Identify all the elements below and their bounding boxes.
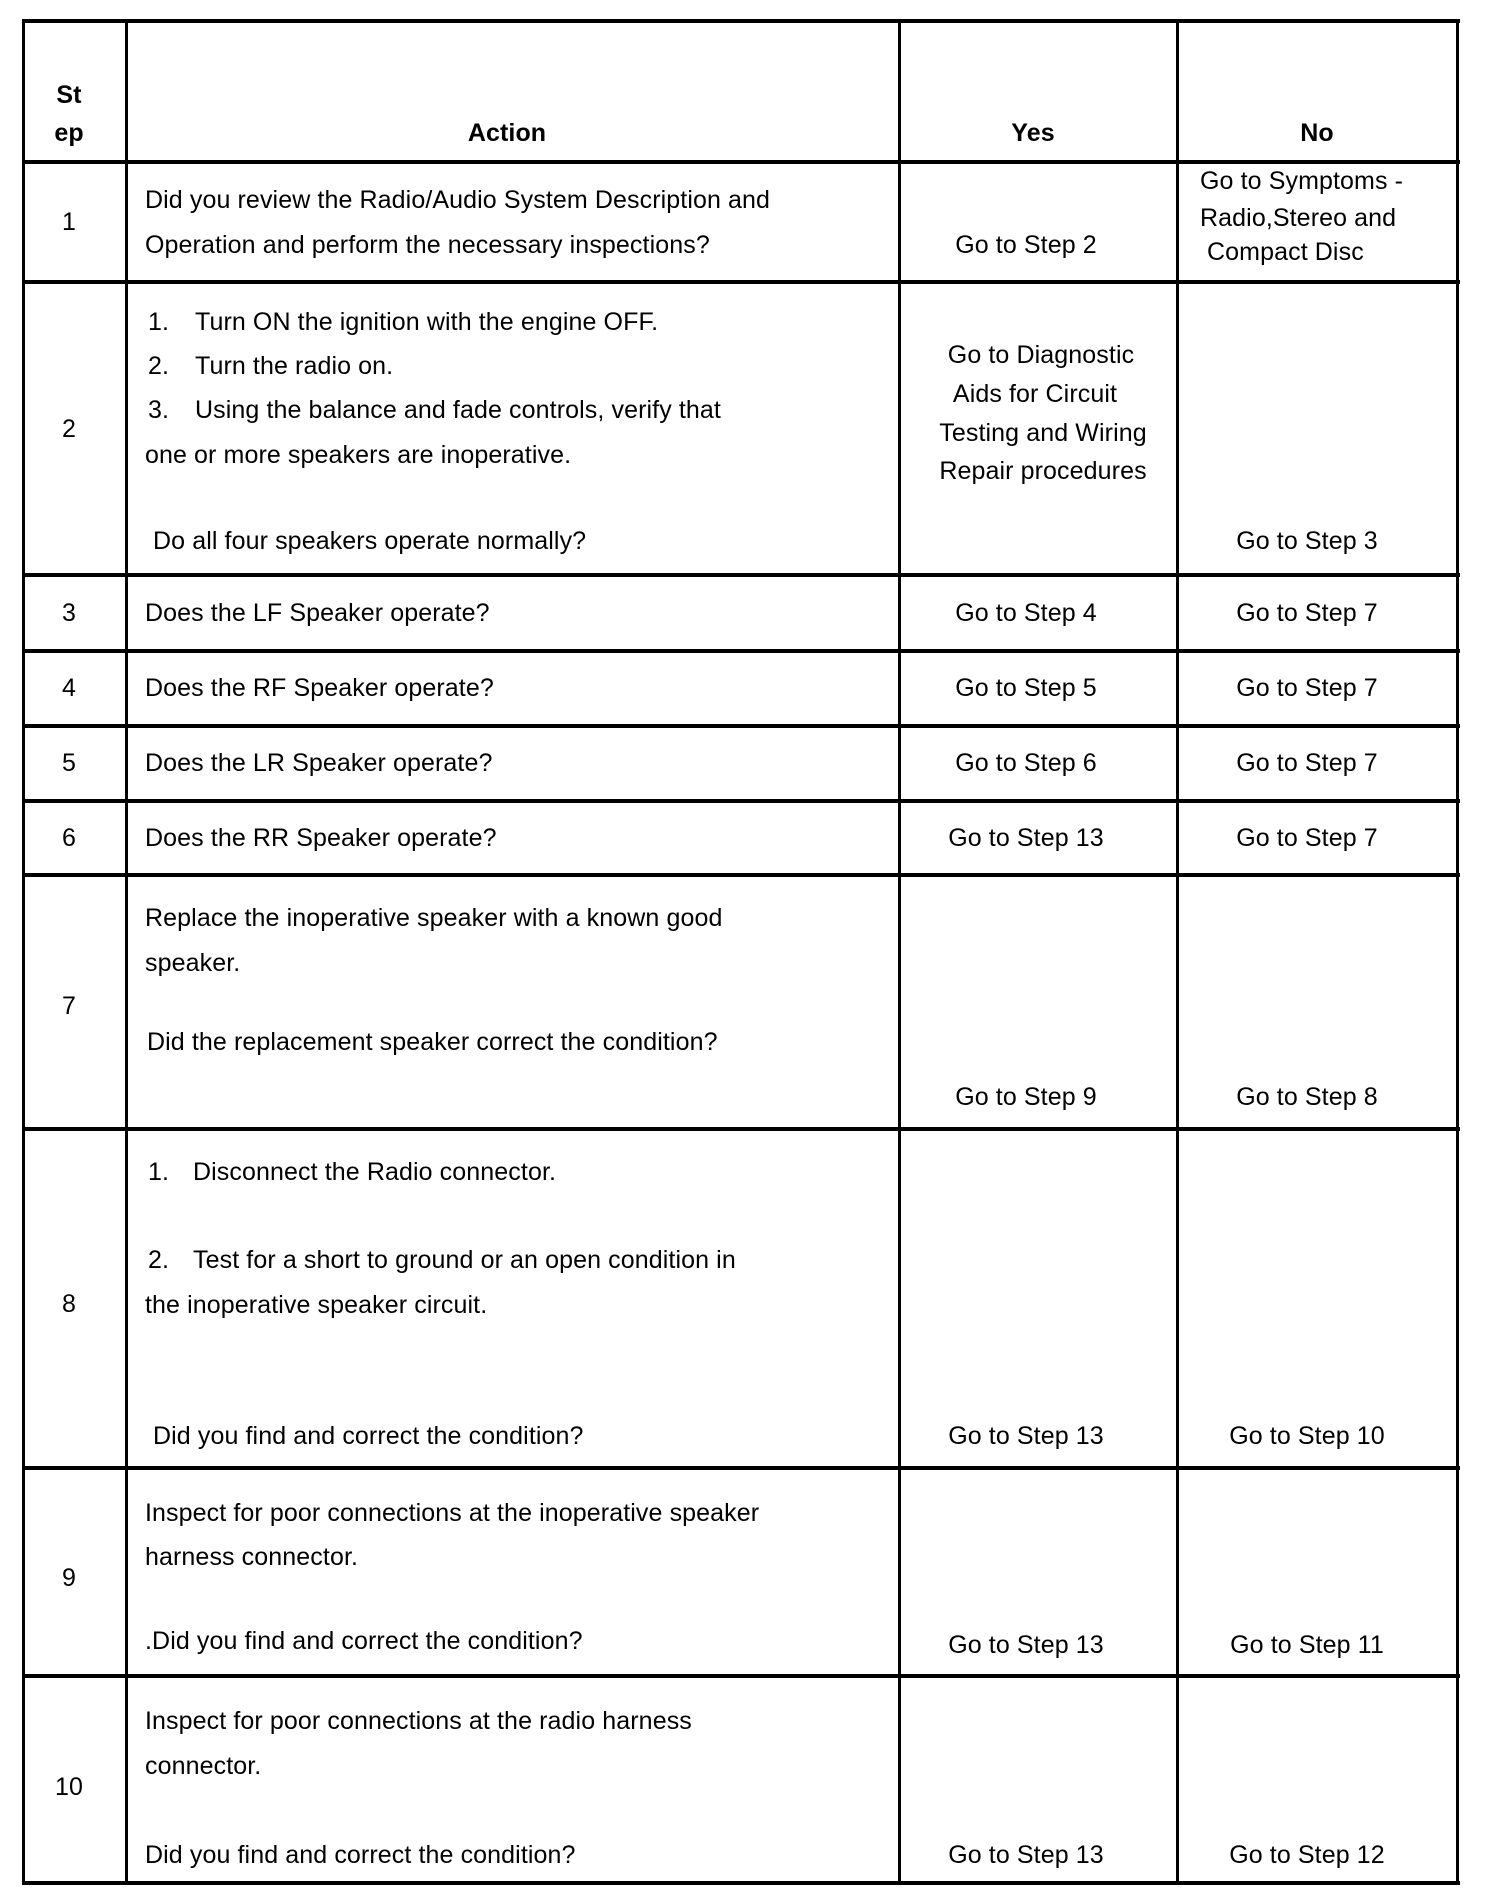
list-number: 2. <box>148 352 170 380</box>
yes-result: Go to Step 5 <box>955 674 1097 702</box>
action-question: Does the RF Speaker operate? <box>145 674 494 702</box>
step-number: 2 <box>61 415 77 443</box>
row-divider <box>22 873 1460 877</box>
header-divider <box>22 160 1460 164</box>
action-question: Did you find and correct the condition? <box>153 1422 584 1450</box>
list-number: 1. <box>148 308 170 336</box>
table-border-right <box>1456 19 1459 1885</box>
step-number: 6 <box>61 824 77 852</box>
action-question: Does the RR Speaker operate? <box>145 824 497 852</box>
row-divider <box>22 1466 1460 1470</box>
step-number: 10 <box>54 1773 84 1801</box>
no-result: Go to Step 10 <box>1229 1422 1385 1450</box>
yes-result: Testing and Wiring <box>939 419 1147 447</box>
action-text: Test for a short to ground or an open condition in <box>193 1246 736 1274</box>
yes-result: Go to Step 13 <box>948 1422 1104 1450</box>
step-number: 9 <box>61 1564 77 1592</box>
table-border-top <box>22 19 1460 23</box>
action-text: one or more speakers are inoperative. <box>145 441 572 469</box>
action-text: harness connector. <box>145 1543 359 1571</box>
no-result: Go to Step 11 <box>1230 1631 1384 1659</box>
yes-result: Go to Step 6 <box>955 749 1097 777</box>
action-text: speaker. <box>145 949 241 977</box>
step-number: 7 <box>61 992 77 1020</box>
step-number: 3 <box>61 599 77 627</box>
step-number: 5 <box>61 749 77 777</box>
table-border-bottom <box>22 1881 1460 1885</box>
action-question: Did the replacement speaker correct the condition? <box>147 1028 718 1056</box>
action-text: Replace the inoperative speaker with a known good <box>145 904 723 932</box>
action-text: Turn ON the ignition with the engine OFF. <box>195 308 659 336</box>
no-result: Go to Step 7 <box>1236 749 1378 777</box>
column-divider-action-yes <box>898 19 901 1885</box>
no-result: Go to Symptoms - <box>1200 167 1404 195</box>
action-text: the inoperative speaker circuit. <box>145 1291 488 1319</box>
header-yes: Yes <box>1011 119 1055 147</box>
table-border-left <box>22 19 25 1885</box>
no-result: Go to Step 12 <box>1229 1841 1385 1869</box>
list-number: 3. <box>148 396 170 424</box>
yes-result: Go to Step 4 <box>955 599 1097 627</box>
no-result: Go to Step 7 <box>1236 674 1378 702</box>
action-text: Turn the radio on. <box>195 352 394 380</box>
no-result: Go to Step 3 <box>1236 527 1378 555</box>
step-number: 4 <box>61 674 77 702</box>
row-divider <box>22 724 1460 728</box>
action-text: connector. <box>145 1752 262 1780</box>
no-result: Go to Step 8 <box>1236 1083 1378 1111</box>
header-step: ep <box>54 119 84 147</box>
yes-result: Repair procedures <box>939 457 1147 485</box>
list-number: 1. <box>148 1158 170 1186</box>
action-text: Inspect for poor connections at the inoperative speaker <box>145 1499 760 1527</box>
row-divider <box>22 1127 1460 1131</box>
list-number: 2. <box>148 1246 170 1274</box>
no-result: Radio,Stereo and <box>1200 204 1397 232</box>
action-question: Do all four speakers operate normally? <box>153 527 587 555</box>
action-question: .Did you find and correct the condition? <box>145 1627 583 1655</box>
row-divider <box>22 573 1460 577</box>
row-divider <box>22 799 1460 803</box>
yes-result: Aids for Circuit <box>952 380 1118 408</box>
action-text: Inspect for poor connections at the radio harness <box>145 1707 692 1735</box>
action-question: Does the LR Speaker operate? <box>145 749 493 777</box>
action-text: Using the balance and fade controls, verify that <box>195 396 721 424</box>
yes-result: Go to Step 2 <box>955 231 1097 259</box>
header-step: St <box>56 81 82 109</box>
column-divider-yes-no <box>1176 19 1179 1885</box>
yes-result: Go to Step 13 <box>948 1841 1104 1869</box>
yes-result: Go to Step 9 <box>955 1083 1097 1111</box>
action-text: Operation and perform the necessary inspections? <box>145 231 710 259</box>
header-action: Action <box>467 119 547 147</box>
action-question: Does the LF Speaker operate? <box>145 599 490 627</box>
header-no: No <box>1300 119 1334 147</box>
no-result: Go to Step 7 <box>1236 824 1378 852</box>
yes-result: Go to Diagnostic <box>947 341 1135 369</box>
action-text: Did you review the Radio/Audio System Description and <box>145 186 771 214</box>
no-result: Go to Step 7 <box>1236 599 1378 627</box>
row-divider <box>22 1674 1460 1678</box>
step-number: 8 <box>61 1290 77 1318</box>
row-divider <box>22 280 1460 284</box>
row-divider <box>22 649 1460 653</box>
action-text: Disconnect the Radio connector. <box>193 1158 557 1186</box>
yes-result: Go to Step 13 <box>948 1631 1104 1659</box>
step-number: 1 <box>61 208 77 236</box>
yes-result: Go to Step 13 <box>948 824 1104 852</box>
action-question: Did you find and correct the condition? <box>145 1841 576 1869</box>
no-result: Compact Disc <box>1207 238 1364 266</box>
column-divider-step-action <box>125 19 128 1885</box>
